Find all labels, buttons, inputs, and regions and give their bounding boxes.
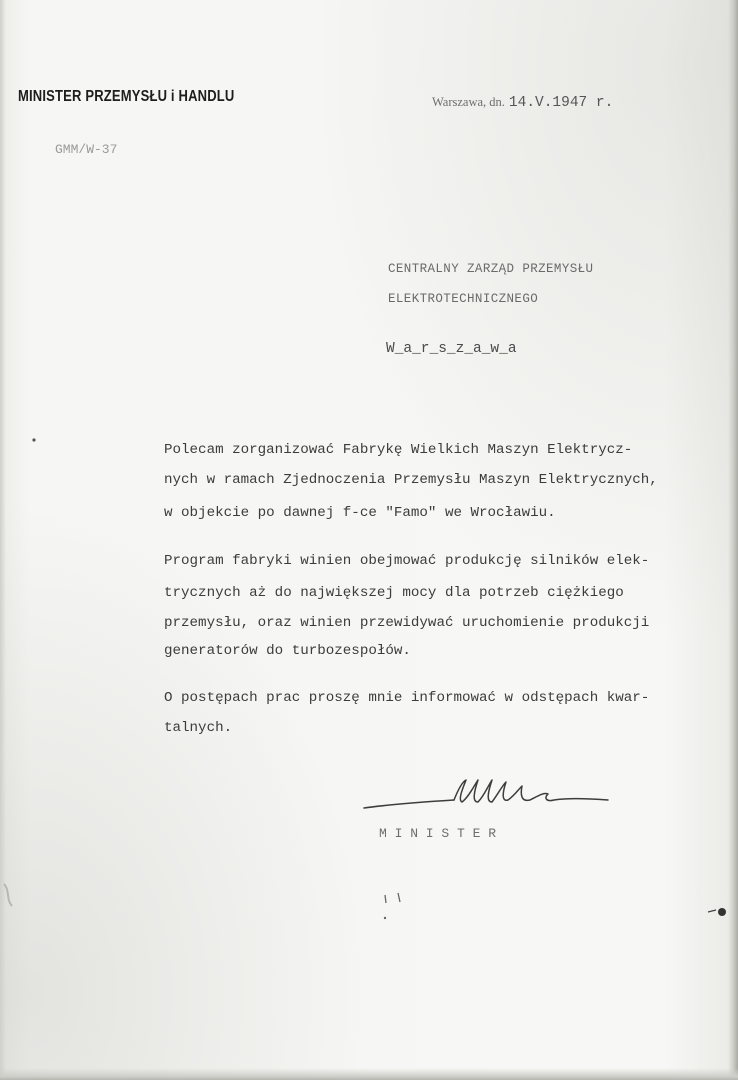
recipient-line-1: CENTRALNY ZARZĄD PRZEMYSŁU: [388, 262, 594, 276]
paper-left-edge: [0, 0, 6, 1080]
body-p2-line-1: Program fabryki winien obejmować produkcję silników elek-: [164, 553, 650, 569]
recipient-line-2: ELEKTROTECHNICZNEGO: [388, 292, 539, 306]
body-p3-line-2: talnych.: [164, 720, 233, 736]
body-p2-line-4: generatorów do turbozespołów.: [164, 643, 411, 659]
handwritten-signature: [362, 772, 612, 818]
body-p2-line-3: przemysłu, oraz winien przewidywać uruchomienie produkcji: [164, 615, 650, 631]
minister-title: M I N I S T E R: [379, 826, 497, 841]
paper-right-edge: [728, 0, 738, 1080]
date-value: 14.V.1947 r.: [508, 95, 614, 111]
reference-number: GMM/W-37: [55, 142, 118, 157]
letterhead-sender: MINISTER PRZEMYSŁU i HANDLU: [18, 88, 235, 105]
body-p1-line-3: w objekcie po dawnej f-ce "Famo" we Wrocławiu.: [164, 505, 556, 521]
body-p1-line-1: Polecam zorganizować Fabrykę Wielkich Maszyn Elektrycz-: [164, 442, 633, 458]
date-prefix: Warszawa, dn.: [432, 95, 505, 109]
date-line: [432, 93, 613, 111]
recipient-city: W_a_r_s_z_a_w_a: [386, 341, 517, 357]
body-p1-line-2: nych w ramach Zjednoczenia Przemysłu Maszyn Elektrycznych,: [164, 472, 658, 488]
body-p2-line-2: trycznych aż do największej mocy dla potrzeb ciężkiego: [164, 585, 624, 601]
paper-bottom-edge: [0, 1068, 738, 1080]
body-p3-line-1: O postępach prac proszę mnie informować w odstępach kwar-: [164, 690, 650, 706]
